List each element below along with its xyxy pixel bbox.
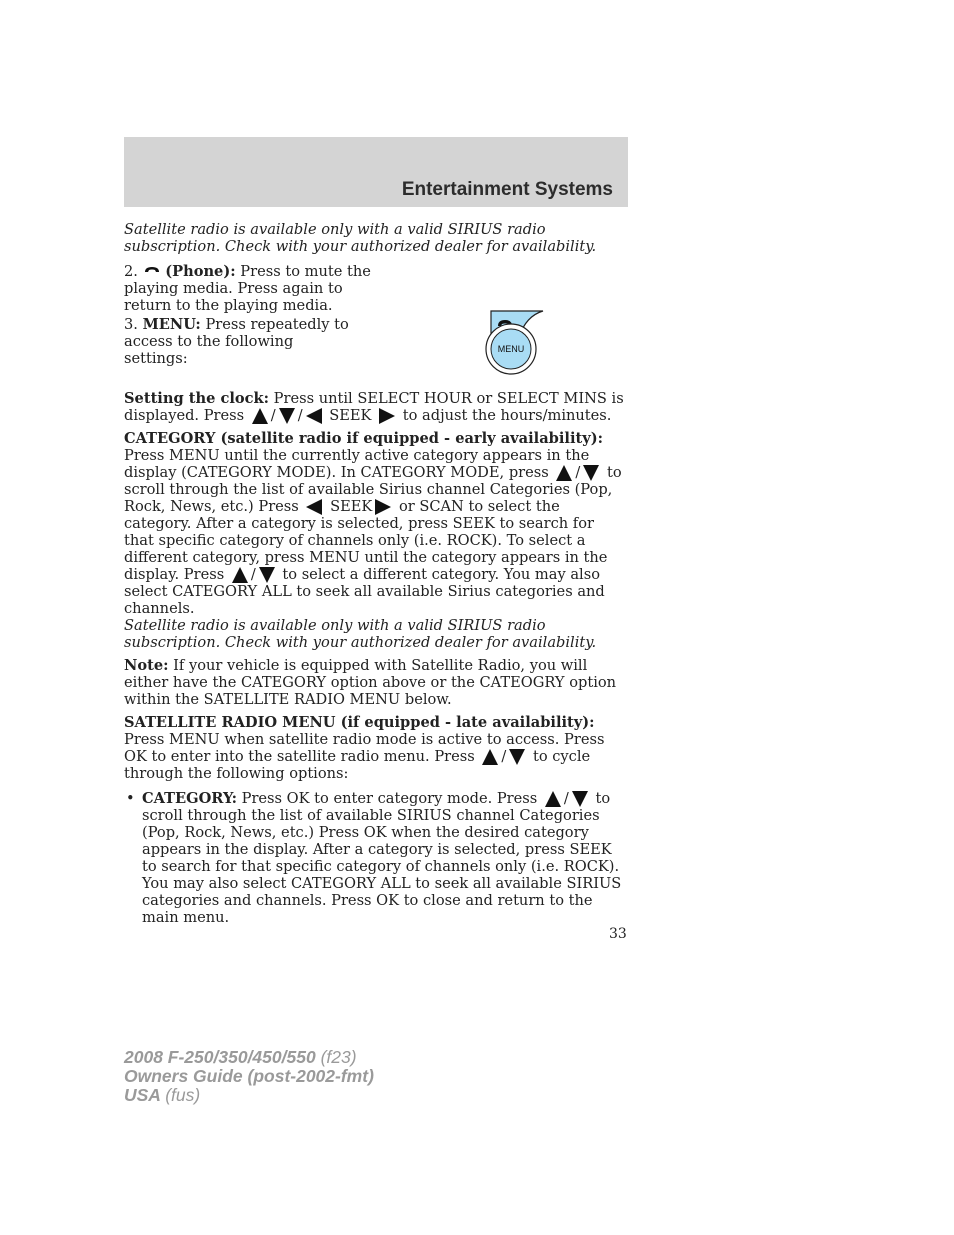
up-arrow-icon (556, 465, 572, 481)
options-list (124, 790, 624, 926)
footer-guide: Owners Guide (post-2002-fmt) (124, 1066, 374, 1086)
item-menu-label: MENU: (142, 316, 201, 333)
clock-text-2: to adjust the hours/minutes. (402, 407, 612, 424)
note-paragraph (124, 657, 624, 708)
category-text-2: to scroll through the list of available Sirius channel Categories (Pop, Rock, News, etc.) Press (124, 464, 622, 515)
sat-menu-paragraph (124, 714, 624, 782)
down-arrow-icon (572, 791, 588, 807)
item-menu (124, 316, 624, 378)
section-title: Entertainment Systems (401, 179, 613, 200)
footer-model-code: (f23) (320, 1047, 357, 1067)
sat-menu-text-1: Press MENU when satellite radio mode is active to access. Press OK to enter into the satellite radio menu. Press (124, 731, 605, 765)
footer-region: USA (124, 1085, 161, 1105)
category-label: CATEGORY (satellite radio if equipped - early availability): (124, 430, 604, 447)
up-arrow-icon (482, 749, 498, 765)
bullet-dot: • (126, 790, 135, 807)
sat-menu-text-2: to cycle through the following options: (124, 748, 591, 782)
down-arrow-icon (279, 408, 295, 424)
left-arrow-icon (306, 408, 322, 424)
section-header (124, 137, 628, 207)
right-arrow-icon (379, 408, 395, 424)
item-phone-text (124, 263, 379, 314)
clock-label: Setting the clock: (124, 390, 270, 407)
clock-text-1: Press until SELECT HOUR or SELECT MINS is displayed. Press (124, 390, 624, 424)
item-phone-label: (Phone): (165, 263, 236, 280)
footer-region-code: (fus) (165, 1085, 201, 1105)
page-number: 33 (609, 926, 627, 942)
item-phone-number: 2. (124, 263, 138, 280)
sat-menu-sep: / (501, 748, 507, 765)
up-arrow-icon (252, 408, 268, 424)
clock-paragraph (124, 390, 624, 424)
down-arrow-icon (259, 567, 275, 583)
down-arrow-icon (509, 749, 525, 765)
clock-sep-1: / (270, 407, 276, 424)
clock-sep-2: / (297, 407, 303, 424)
clock-seek: SEEK (329, 407, 372, 424)
bullet-label: CATEGORY: (142, 790, 237, 807)
item-phone-desc: Press to mute the playing media. Press again to return to the playing media. (124, 263, 371, 314)
right-arrow-icon (375, 499, 391, 515)
category-sep-2: / (250, 566, 256, 583)
item-menu-text (124, 316, 354, 367)
list-item (124, 790, 624, 926)
bullet-text-2: to scroll through the list of available SIRIUS channel Categories (Pop, Rock, News, etc.) Press OK when the desired category appears in the display. After a category is selected, press SEEK to search for that specific category of channels only (i.e. ROCK). You may also select CATEGORY ALL to seek all available SIRIUS categories and channels. Press OK to close and return to the main menu. (142, 790, 622, 926)
left-arrow-icon (306, 499, 322, 515)
item-menu-desc: Press repeatedly to access to the following settings: (124, 316, 349, 367)
up-arrow-icon (545, 791, 561, 807)
menu-button-label: MENU (497, 344, 525, 354)
up-arrow-icon (232, 567, 248, 583)
category-text-4: to select a different category. You may also select CATEGORY ALL to seek all available Sirius categories and channels. (124, 566, 605, 617)
footer-line-1 (124, 1048, 374, 1067)
item-menu-number: 3. (124, 316, 138, 333)
category-text-3: or SCAN to select the category. After a category is selected, press SEEK to search for that specific category of channels only (i.e. ROCK). To select a different category, press MENU until the category appears in the display. Press (124, 498, 608, 583)
category-paragraph (124, 430, 624, 617)
item-phone (124, 263, 624, 316)
menu-button-icon (484, 322, 538, 376)
category-sep-1: / (575, 464, 581, 481)
down-arrow-icon (583, 465, 599, 481)
footer-model: 2008 F-250/350/450/550 (124, 1047, 316, 1067)
note-text: If your vehicle is equipped with Satellite Radio, you will either have the CATEGORY option above or the CATEOGRY option within the SATELLITE RADIO MENU below. (124, 657, 617, 708)
footer (124, 1048, 374, 1105)
page-content (124, 221, 624, 926)
category-note: Satellite radio is available only with a valid SIRIUS radio subscription. Check with your authorized dealer for availability. (124, 617, 597, 651)
category-text-1: Press MENU until the currently active category appears in the display (CATEGORY MODE). In CATEGORY MODE, press (124, 447, 590, 481)
intro-note: Satellite radio is available only with a valid SIRIUS radio subscription. Check with your authorized dealer for availability. (124, 221, 597, 255)
note-label: Note: (124, 657, 169, 674)
sat-menu-label: SATELLITE RADIO MENU (if equipped - late availability): (124, 714, 595, 731)
footer-line-3 (124, 1086, 374, 1105)
footer-line-2 (124, 1067, 374, 1086)
bullet-text-1: Press OK to enter category mode. Press (241, 790, 538, 807)
category-seek: SEEK (330, 498, 373, 515)
phone-icon (143, 263, 166, 280)
bullet-sep: / (563, 790, 569, 807)
